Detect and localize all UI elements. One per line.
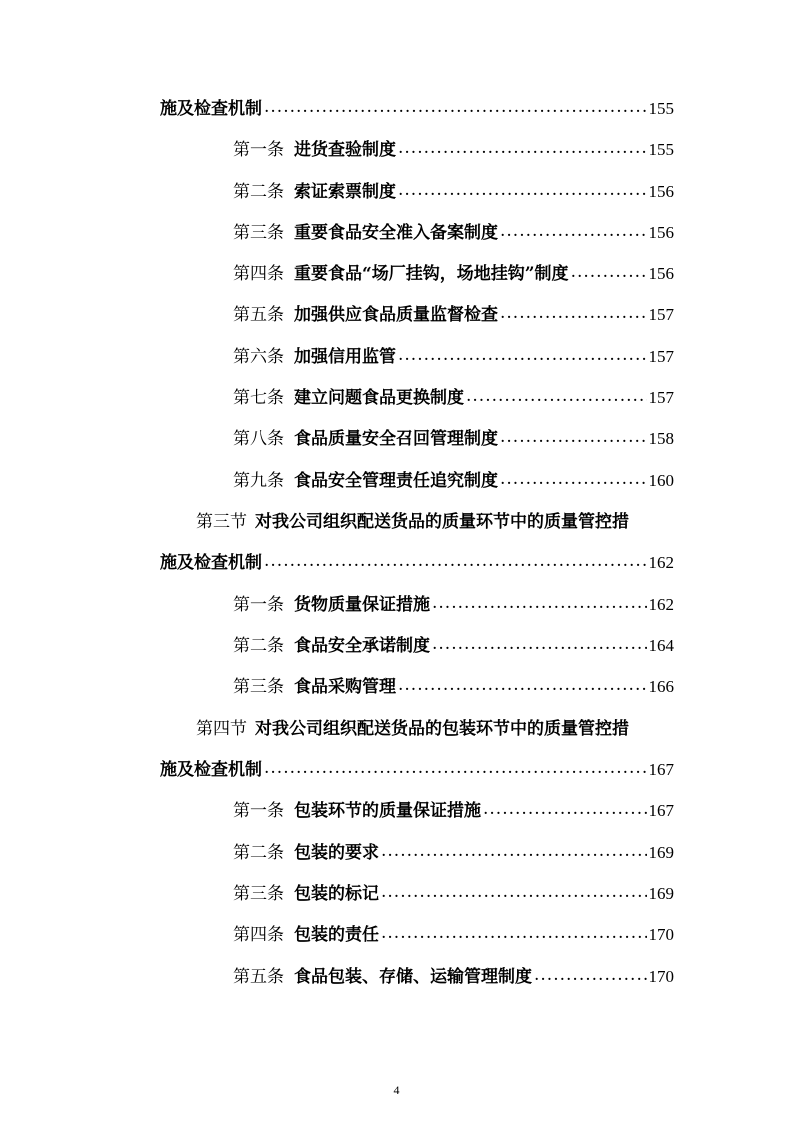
- toc-entry-title: 重要食品安全准入备案制度: [294, 223, 498, 243]
- toc-page-number: 170: [648, 967, 674, 986]
- toc-leader-dots: [398, 179, 647, 201]
- toc-page-number: 156: [648, 223, 674, 242]
- toc-entry-section[interactable]: [196, 710, 674, 740]
- toc-entry-title: 施及检查机制: [160, 760, 262, 780]
- toc-entry-title: 包装的责任: [294, 925, 379, 945]
- toc-article-number: 第八条: [233, 429, 284, 449]
- toc-article-number: 第五条: [233, 305, 284, 325]
- toc-entry-article[interactable]: [233, 214, 674, 244]
- toc-section-title: 对我公司组织配送货品的包装环节中的质量管控措: [255, 719, 629, 739]
- toc-entry-article[interactable]: [233, 173, 674, 203]
- toc-entry-title: 索证索票制度: [294, 182, 396, 202]
- toc-entry-title: 食品包装、存储、运输管理制度: [294, 967, 532, 987]
- toc-article-number: 第四条: [233, 925, 284, 945]
- toc-leader-dots: [534, 964, 647, 986]
- toc-entry-article[interactable]: [233, 834, 674, 864]
- toc-entry-continuation[interactable]: [160, 751, 674, 781]
- toc-entry-article[interactable]: [233, 668, 674, 698]
- toc-entry-article[interactable]: [233, 875, 674, 905]
- toc-leader-dots: [381, 881, 647, 903]
- toc-entry-title: 施及检查机制: [160, 553, 262, 573]
- toc-entry-title: 重要食品“场厂挂钩，场地挂钩”制度: [294, 264, 569, 284]
- toc-page-number: 167: [648, 801, 674, 820]
- toc-entry-continuation[interactable]: [160, 90, 674, 120]
- toc-article-number: 第三条: [233, 677, 284, 697]
- toc-page-number: 158: [648, 429, 674, 448]
- toc-leader-dots: [500, 468, 647, 490]
- toc-leader-dots: [466, 385, 647, 407]
- toc-article-number: 第四条: [233, 264, 284, 284]
- toc-leader-dots: [264, 550, 647, 572]
- toc-entry-article[interactable]: [233, 131, 674, 161]
- toc-section-number: 第三节: [196, 512, 247, 532]
- toc-leader-dots: [500, 426, 647, 448]
- toc-leader-dots: [398, 344, 647, 366]
- toc-article-number: 第五条: [233, 967, 284, 987]
- toc-article-number: 第三条: [233, 884, 284, 904]
- toc-entry-article[interactable]: [233, 296, 674, 326]
- toc-article-number: 第六条: [233, 347, 284, 367]
- toc-article-number: 第二条: [233, 636, 284, 656]
- toc-entry-article[interactable]: [233, 420, 674, 450]
- toc-entry-title: 加强供应食品质量监督检查: [294, 305, 498, 325]
- toc-article-number: 第一条: [233, 801, 284, 821]
- toc-leader-dots: [500, 220, 647, 242]
- toc-article-number: 第二条: [233, 182, 284, 202]
- toc-leader-dots: [381, 922, 647, 944]
- toc-article-number: 第一条: [233, 595, 284, 615]
- toc-entry-title: 食品质量安全召回管理制度: [294, 429, 498, 449]
- toc-page-number: 155: [648, 99, 674, 118]
- toc-leader-dots: [398, 137, 647, 159]
- toc-entry-title: 包装的标记: [294, 884, 379, 904]
- toc-leader-dots: [398, 674, 647, 696]
- toc-entry-article[interactable]: [233, 338, 674, 368]
- toc-leader-dots: [264, 96, 647, 118]
- toc-page-number: 162: [648, 595, 674, 614]
- toc-page-number: 164: [648, 636, 674, 655]
- toc-page-number: 166: [648, 677, 674, 696]
- toc-page-number: 160: [648, 471, 674, 490]
- toc-entry-section[interactable]: [196, 503, 674, 533]
- toc-page-number: 170: [648, 925, 674, 944]
- page-number-footer: 4: [393, 1083, 400, 1097]
- toc-entry-article[interactable]: [233, 379, 674, 409]
- toc-article-number: 第九条: [233, 471, 284, 491]
- toc-entry-article[interactable]: [233, 916, 674, 946]
- toc-leader-dots: [571, 261, 647, 283]
- toc-entry-title: 加强信用监管: [294, 347, 396, 367]
- toc-page-number: 169: [648, 884, 674, 903]
- toc-page-number: 169: [648, 843, 674, 862]
- toc-leader-dots: [500, 302, 647, 324]
- toc-article-number: 第三条: [233, 223, 284, 243]
- toc-page-number: 155: [648, 140, 674, 159]
- toc-leader-dots: [264, 757, 647, 779]
- toc-entry-article[interactable]: [233, 586, 674, 616]
- toc-page-number: 156: [648, 182, 674, 201]
- toc-entry-title: 建立问题食品更换制度: [294, 388, 464, 408]
- toc-leader-dots: [432, 592, 647, 614]
- toc-page-number: 162: [648, 553, 674, 572]
- toc-entry-continuation[interactable]: [160, 544, 674, 574]
- toc-entry-title: 进货查验制度: [294, 140, 396, 160]
- toc-entry-title: 食品安全承诺制度: [294, 636, 430, 656]
- toc-entry-article[interactable]: [233, 792, 674, 822]
- toc-article-number: 第二条: [233, 843, 284, 863]
- toc-leader-dots: [381, 840, 647, 862]
- toc-page-number: 156: [648, 264, 674, 283]
- toc-entry-title: 包装的要求: [294, 843, 379, 863]
- toc-entry-article[interactable]: [233, 255, 674, 285]
- toc-page-number: 157: [648, 388, 674, 407]
- toc-entry-title: 施及检查机制: [160, 99, 262, 119]
- toc-leader-dots: [432, 633, 647, 655]
- toc-article-number: 第七条: [233, 388, 284, 408]
- toc-page-number: 167: [648, 760, 674, 779]
- toc-entry-title: 食品采购管理: [294, 677, 396, 697]
- toc-entry-article[interactable]: [233, 958, 674, 988]
- toc-entry-article[interactable]: [233, 462, 674, 492]
- toc-entry-title: 包装环节的质量保证措施: [294, 801, 481, 821]
- toc-section-number: 第四节: [196, 719, 247, 739]
- toc-leader-dots: [483, 798, 647, 820]
- toc-section-title: 对我公司组织配送货品的质量环节中的质量管控措: [255, 512, 629, 532]
- toc-article-number: 第一条: [233, 140, 284, 160]
- toc-entry-title: 食品安全管理责任追究制度: [294, 471, 498, 491]
- toc-entry-title: 货物质量保证措施: [294, 595, 430, 615]
- toc-page-number: 157: [648, 347, 674, 366]
- toc-page-number: 157: [648, 305, 674, 324]
- toc-entry-article[interactable]: [233, 627, 674, 657]
